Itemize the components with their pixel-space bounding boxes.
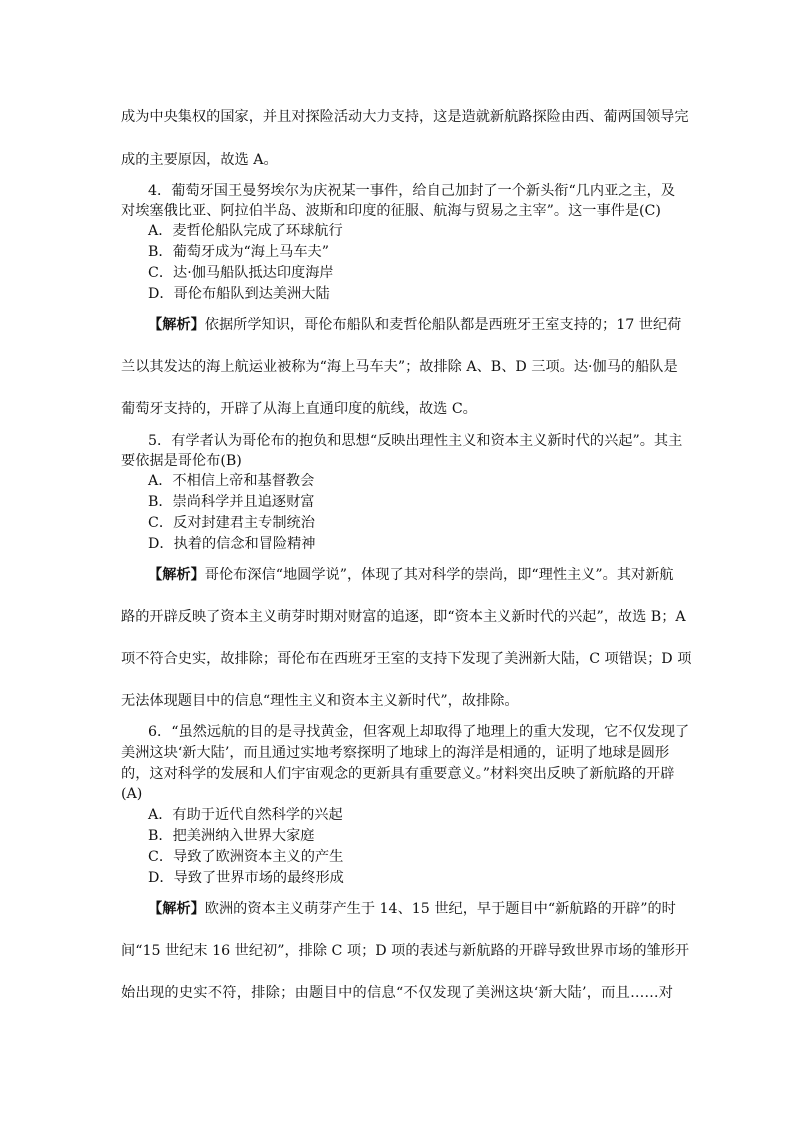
question-6-stem: 6．“虽然远航的目的是寻找黄金，但客观上却取得了地理上的重大发现，它不仅发现了 bbox=[148, 724, 690, 740]
question-6-option-d: D．导致了世界市场的最终形成 bbox=[148, 870, 344, 886]
question-6-analysis bbox=[148, 899, 676, 919]
continuation-line: 成的主要原因，故选 A。 bbox=[121, 152, 278, 168]
analysis-text: 哥伦布深信“地圆学说”，体现了其对科学的崇尚，即“理性主义”。其对新航 bbox=[204, 567, 674, 583]
question-6-option-a: A．有助于近代自然科学的兴起 bbox=[148, 807, 343, 823]
question-5-option-c: C．反对封建君主专制统治 bbox=[148, 515, 315, 531]
question-6-analysis: 间“15 世纪末 16 世纪初”，排除 C 项；D 项的表述与新航路的开辟导致世界市场的雏形开 bbox=[121, 943, 690, 959]
question-5-analysis: 路的开辟反映了资本主义萌芽时期对财富的追逐，即“资本主义新时代的兴起”，故选 B；A bbox=[121, 609, 686, 625]
question-5-option-d: D．执着的信念和冒险精神 bbox=[148, 536, 316, 552]
question-4-analysis bbox=[148, 315, 682, 335]
question-4-option-b: B．葡萄牙成为“海上马车夫” bbox=[148, 244, 329, 260]
question-4-option-a: A．麦哲伦船队完成了环球航行 bbox=[148, 223, 343, 239]
question-4-analysis: 兰以其发达的海上航运业被称为“海上马车夫”；故排除 A、B、D 三项。达·伽马的船队是 bbox=[121, 359, 678, 375]
question-6-stem: (A) bbox=[121, 786, 143, 802]
question-5-option-b: B．崇尚科学并且追逐财富 bbox=[148, 494, 315, 510]
question-4-option-d: D．哥伦布船队到达美洲大陆 bbox=[148, 286, 330, 302]
question-4-analysis: 葡萄牙支持的，开辟了从海上直通印度的航线，故选 C。 bbox=[121, 401, 477, 417]
question-5-stem: 5．有学者认为哥伦布的抱负和思想“反映出理性主义和资本主义新时代的兴起”。其主 bbox=[148, 433, 683, 449]
question-6-analysis: 始出现的史实不符，排除；由题目中的信息“不仅发现了美洲这块‘新大陆’，而且……对 bbox=[121, 985, 673, 1001]
question-4-stem: 对埃塞俄比亚、阿拉伯半岛、波斯和印度的征服、航海与贸易之主宰”。这一事件是(C) bbox=[121, 203, 661, 219]
question-6-option-b: B．把美洲纳入世界大家庭 bbox=[148, 828, 315, 844]
question-6-option-c: C．导致了欧洲资本主义的产生 bbox=[148, 849, 344, 865]
question-5-option-a: A．不相信上帝和基督教会 bbox=[148, 473, 315, 489]
question-5-analysis bbox=[148, 565, 673, 585]
question-6-stem: 美洲这块‘新大陆’，而且通过实地考察探明了地球上的海洋是相通的，证明了地球是圆形 bbox=[121, 745, 670, 761]
question-6-stem: 的，这对科学的发展和人们宇宙观念的更新具有重要意义。”材料突出反映了新航路的开辟 bbox=[121, 766, 675, 782]
question-4-option-c: C．达·伽马船队抵达印度海岸 bbox=[148, 265, 334, 281]
question-5-stem: 要依据是哥伦布(B) bbox=[121, 453, 242, 469]
analysis-tag: 【解析】 bbox=[148, 317, 205, 333]
question-5-analysis: 项不符合史实，故排除；哥伦布在西班牙王室的支持下发现了美洲新大陆，C 项错误；D 项 bbox=[121, 651, 692, 667]
analysis-text: 依据所学知识，哥伦布船队和麦哲伦船队都是西班牙王室支持的；17 世纪荷 bbox=[204, 317, 682, 333]
analysis-tag: 【解析】 bbox=[148, 567, 205, 583]
analysis-tag: 【解析】 bbox=[148, 901, 205, 917]
continuation-line: 成为中央集权的国家，并且对探险活动大力支持，这是造就新航路探险由西、葡两国领导完 bbox=[121, 109, 689, 125]
analysis-text: 欧洲的资本主义萌芽产生于 14、15 世纪，早于题目中“新航路的开辟”的时 bbox=[204, 901, 676, 917]
question-4-stem: 4．葡萄牙国王曼努埃尔为庆祝某一事件，给自己加封了一个新头衔“几内亚之主，及 bbox=[148, 183, 676, 199]
question-5-analysis: 无法体现题目中的信息“理性主义和资本主义新时代”，故排除。 bbox=[121, 693, 519, 709]
